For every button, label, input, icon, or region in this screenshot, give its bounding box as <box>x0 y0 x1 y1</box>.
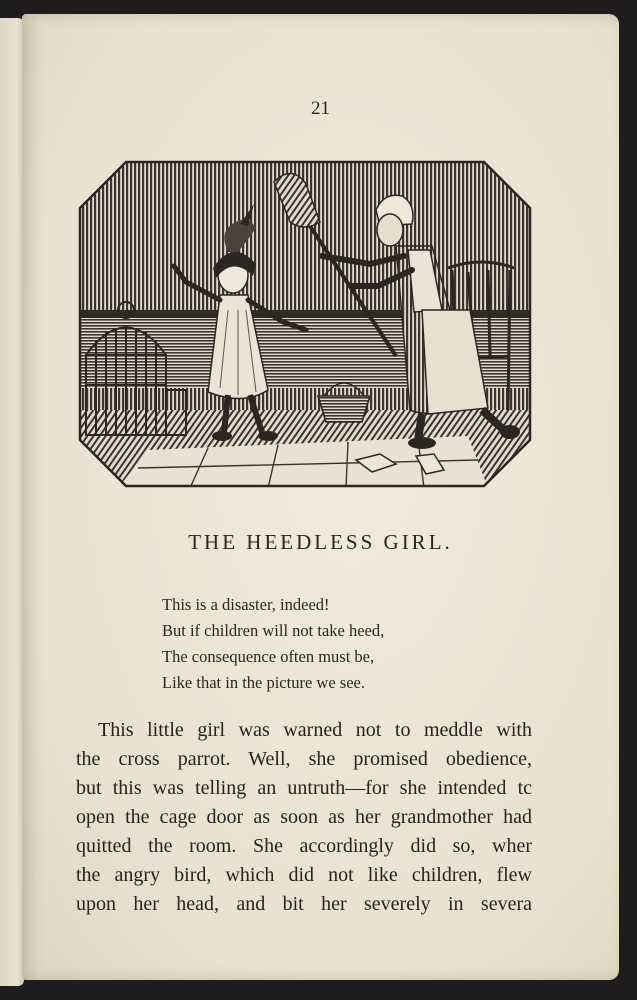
prose-paragraph <box>76 716 532 919</box>
illustration-caption: THE HEEDLESS GIRL. <box>188 530 453 554</box>
verse-line: But if children will not take heed, <box>162 621 385 640</box>
prose-line: upon her head, and bit her severely in severa <box>76 893 532 915</box>
verse-line: The consequence often must be, <box>162 647 375 666</box>
book-page <box>22 14 619 980</box>
woodcut-illustration <box>78 160 532 488</box>
page-number: 21 <box>311 98 330 119</box>
prose-line: This little girl was warned not to meddle with <box>98 719 532 741</box>
verse <box>162 592 384 696</box>
prose-line: the cross parrot. Well, she promised obedience, <box>76 748 532 770</box>
verse-line: Like that in the picture we see. <box>162 673 365 692</box>
prose-line: quitted the room. She accordingly did so, wher <box>76 835 532 857</box>
prose-line: open the cage door as soon as her grandmother had <box>76 806 532 828</box>
facing-page-edge <box>0 18 24 986</box>
prose-line: the angry bird, which did not like children, flew <box>76 864 532 886</box>
verse-line: This is a disaster, indeed! <box>162 595 330 614</box>
prose-line: but this was telling an untruth—for she intended tc <box>76 777 532 799</box>
